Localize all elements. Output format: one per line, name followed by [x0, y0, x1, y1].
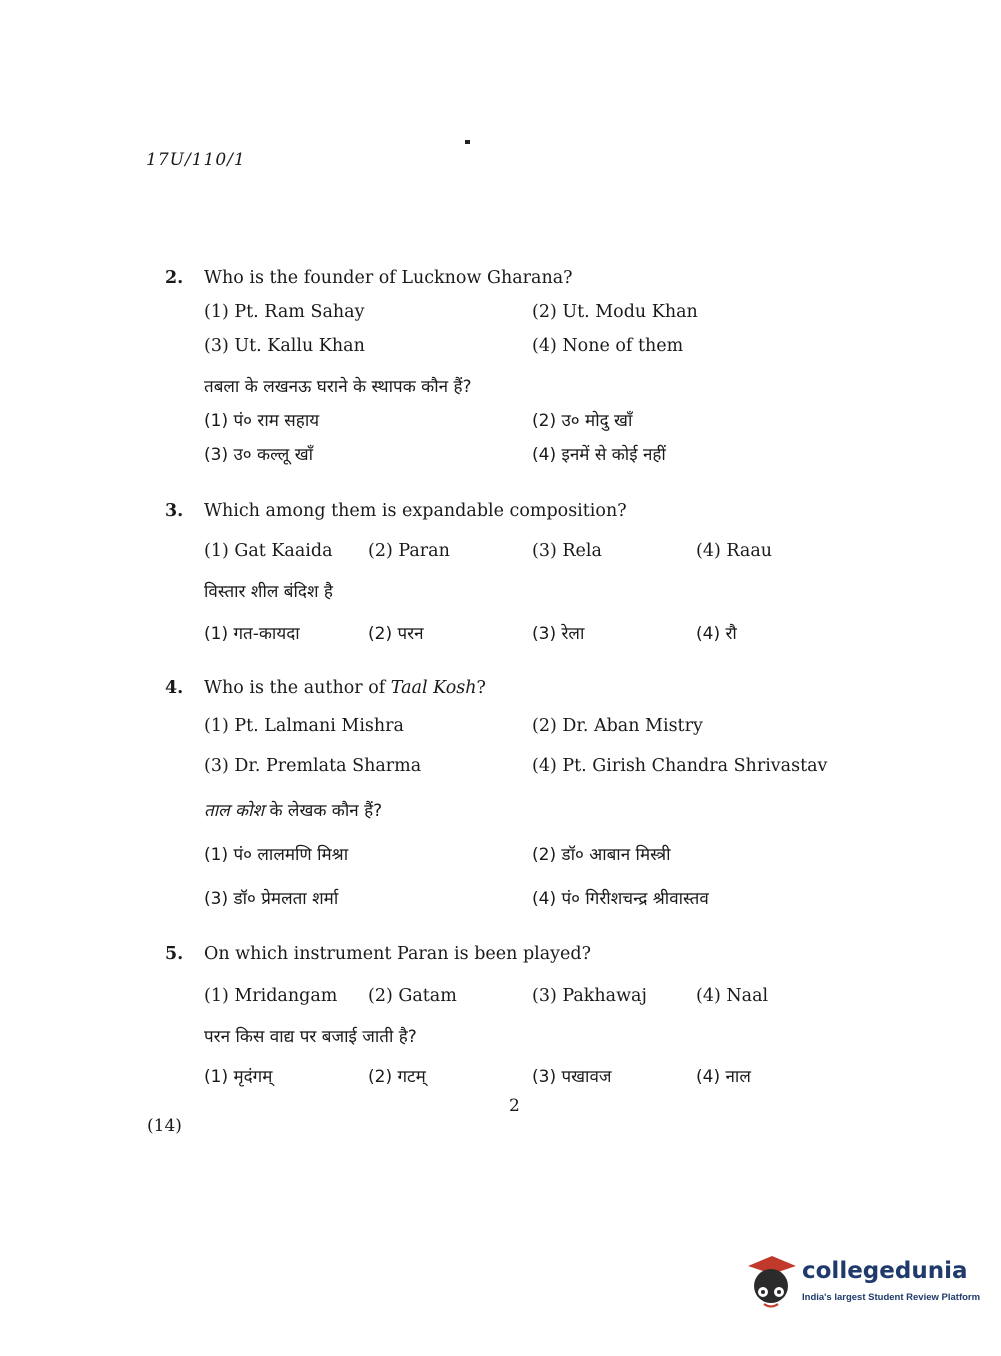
- question-mark: ?: [476, 678, 486, 698]
- option-3-hindi: (3) रेला: [532, 624, 585, 644]
- option-3-hindi: (3) उ० कल्लू खाँ: [204, 445, 314, 465]
- question-5: [165, 944, 865, 1098]
- question-2: [165, 268, 865, 476]
- option-1: (1) Pt. Lalmani Mishra: [204, 716, 404, 736]
- option-1-hindi: (1) पं० राम सहाय: [204, 411, 320, 431]
- option-4-hindi: (4) इनमें से कोई नहीं: [532, 445, 666, 465]
- option-3: (3) Rela: [532, 541, 602, 561]
- option-3-hindi: (3) डॉ० प्रेमलता शर्मा: [204, 889, 339, 909]
- question-number: 3.: [165, 501, 184, 521]
- option-3-hindi: (3) पखावज: [532, 1067, 612, 1087]
- scan-speck: [465, 140, 470, 144]
- option-1: (1) Pt. Ram Sahay: [204, 302, 365, 322]
- question-text-hindi: परन किस वाद्य पर बजाई जाती है?: [204, 1027, 417, 1047]
- option-4-hindi: (4) रौ: [696, 624, 737, 644]
- option-1-hindi: (1) गत-कायदा: [204, 624, 300, 644]
- question-text: Who is the founder of Lucknow Gharana?: [204, 268, 573, 288]
- option-2: (2) Paran: [368, 541, 450, 561]
- option-4: (4) None of them: [532, 336, 684, 356]
- logo-tagline: India's largest Student Review Platform: [802, 1292, 981, 1303]
- question-text: On which instrument Paran is been played?: [204, 944, 591, 964]
- option-2-hindi: (2) गटम्: [368, 1067, 426, 1087]
- option-2-hindi: (2) उ० मोदु खाँ: [532, 411, 633, 431]
- book-title-hindi: ताल कोश: [204, 801, 265, 821]
- option-4: (4) Naal: [696, 986, 769, 1006]
- question-4: [165, 678, 865, 920]
- option-1-hindi: (1) मृदंगम्: [204, 1067, 273, 1087]
- book-title: Taal Kosh: [390, 678, 477, 698]
- option-1-hindi: (1) पं० लालमणि मिश्रा: [204, 845, 349, 865]
- option-2-hindi: (2) डॉ० आबान मिस्त्री: [532, 845, 671, 865]
- option-2: (2) Dr. Aban Mistry: [532, 716, 703, 736]
- option-2: (2) Gatam: [368, 986, 457, 1006]
- question-text-hindi: विस्तार शील बंदिश है: [204, 582, 333, 602]
- option-1: (1) Mridangam: [204, 986, 338, 1006]
- option-4-hindi: (4) नाल: [696, 1067, 751, 1087]
- collegedunia-logo: [742, 1252, 981, 1314]
- option-3: (3) Dr. Premlata Sharma: [204, 756, 422, 776]
- page-number: 2: [509, 1096, 520, 1116]
- question-text-wrapper: [204, 678, 486, 698]
- question-3: [165, 501, 865, 655]
- question-text-hindi: के लेखक कौन हैं?: [269, 801, 383, 821]
- question-number: 4.: [165, 678, 184, 698]
- option-4: (4) Pt. Girish Chandra Shrivastav: [532, 756, 828, 776]
- option-2-hindi: (2) परन: [368, 624, 424, 644]
- option-3: (3) Ut. Kallu Khan: [204, 336, 365, 356]
- question-text-hindi-wrapper: [204, 798, 382, 821]
- option-4: (4) Raau: [696, 541, 773, 561]
- mascot-icon: [742, 1252, 800, 1314]
- paper-code: 17U/110/1: [146, 150, 246, 170]
- option-1: (1) Gat Kaaida: [204, 541, 333, 561]
- question-text-hindi: तबला के लखनऊ घराने के स्थापक कौन हैं?: [204, 377, 472, 397]
- question-number: 2.: [165, 268, 184, 288]
- question-text: Who is the author of: [204, 678, 386, 698]
- question-number: 5.: [165, 944, 184, 964]
- question-text: Which among them is expandable composition?: [204, 501, 627, 521]
- footer-code: (14): [147, 1116, 182, 1136]
- option-3: (3) Pakhawaj: [532, 986, 647, 1006]
- logo-name: collegedunia: [802, 1258, 968, 1284]
- option-4-hindi: (4) पं० गिरीशचन्द्र श्रीवास्तव: [532, 889, 709, 909]
- option-2: (2) Ut. Modu Khan: [532, 302, 698, 322]
